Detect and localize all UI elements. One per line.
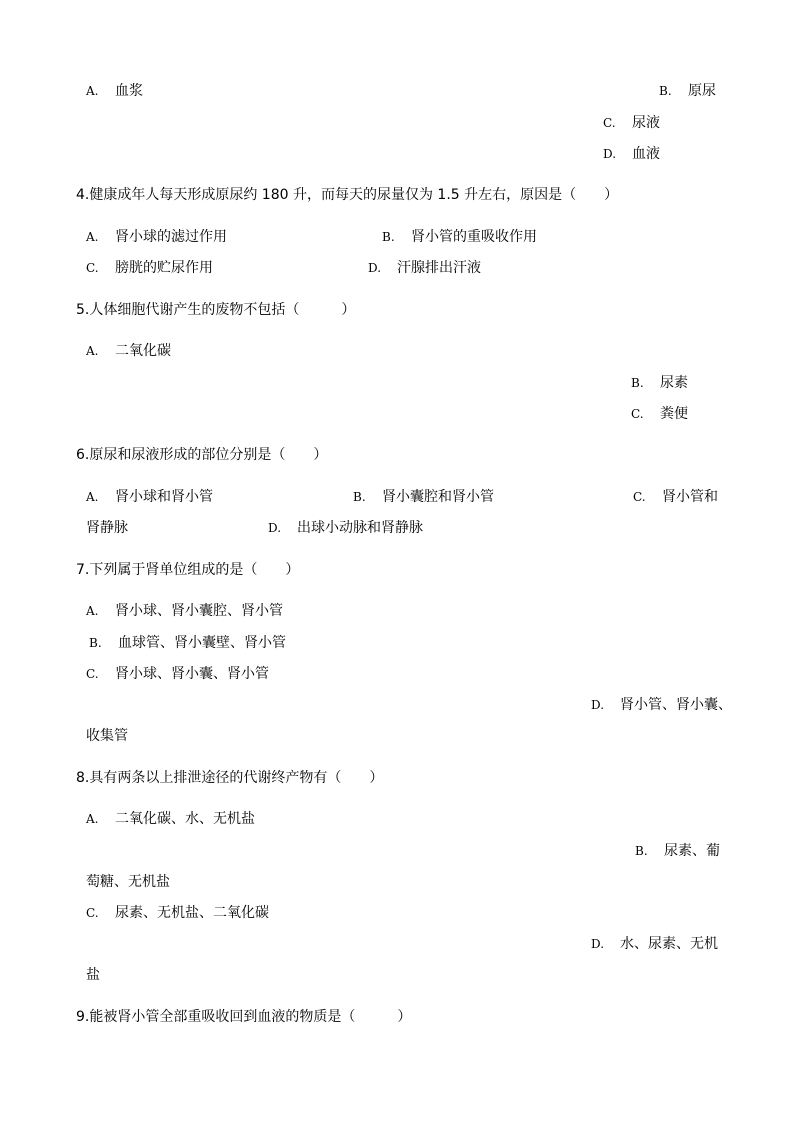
q3-option-b: B. 原尿 [659,83,716,99]
q6-option-d: D. 出球小动脉和肾静脉 [268,520,423,536]
q8-option-c: C. 尿素、无机盐、二氧化碳 [86,905,269,921]
q8-option-b-continued: 萄糖、无机盐 [86,874,170,890]
q4-option-b: B. 肾小管的重吸收作用 [382,229,537,245]
q7-option-d: D. 肾小管、肾小囊、 [591,697,732,713]
q9-stem: 9.能被肾小管全部重吸收回到血液的物质是（ ） [76,1009,412,1025]
q4-option-c: C. 膀胱的贮尿作用 [86,260,213,276]
q8-option-b: B. 尿素、葡 [635,843,720,859]
q7-option-a: A. 肾小球、肾小囊腔、肾小管 [86,603,283,619]
q5-stem: 5.人体细胞代谢产生的废物不包括（ ） [76,302,356,318]
q3-option-c: C. 尿液 [603,115,660,131]
q7-stem: 7.下列属于肾单位组成的是（ ） [76,562,300,578]
q6-option-c: C. 肾小管和 [633,489,718,505]
q8-option-a: A. 二氧化碳、水、无机盐 [86,811,255,827]
q8-stem: 8.具有两条以上排泄途径的代谢终产物有（ ） [76,770,384,786]
q4-option-d: D. 汗腺排出汗液 [368,260,481,276]
q6-stem: 6.原尿和尿液形成的部位分别是（ ） [76,447,328,463]
q3-option-d: D. 血液 [603,146,660,162]
q6-option-a: A. 肾小球和肾小管 [86,489,213,505]
q6-option-c-continued: 肾静脉 [86,520,128,536]
q3-option-a: A. 血浆 [86,83,143,99]
q4-option-a: A. 肾小球的滤过作用 [86,229,227,245]
q6-option-b: B. 肾小囊腔和肾小管 [353,489,494,505]
q4-stem: 4.健康成年人每天形成原尿约 180 升，而每天的尿量仅为 1.5 升左右，原因是（ ） [76,187,619,203]
q7-option-d-continued: 收集管 [86,728,128,744]
q8-option-d: D. 水、尿素、无机 [591,936,718,952]
q5-option-c: C. 粪便 [631,406,688,422]
q7-option-c: C. 肾小球、肾小囊、肾小管 [86,666,269,682]
q7-option-b: B. 血球管、肾小囊壁、肾小管 [89,635,286,651]
q5-option-b: B. 尿素 [631,375,688,391]
q5-option-a: A. 二氧化碳 [86,343,171,359]
q8-option-d-continued: 盐 [86,967,100,983]
